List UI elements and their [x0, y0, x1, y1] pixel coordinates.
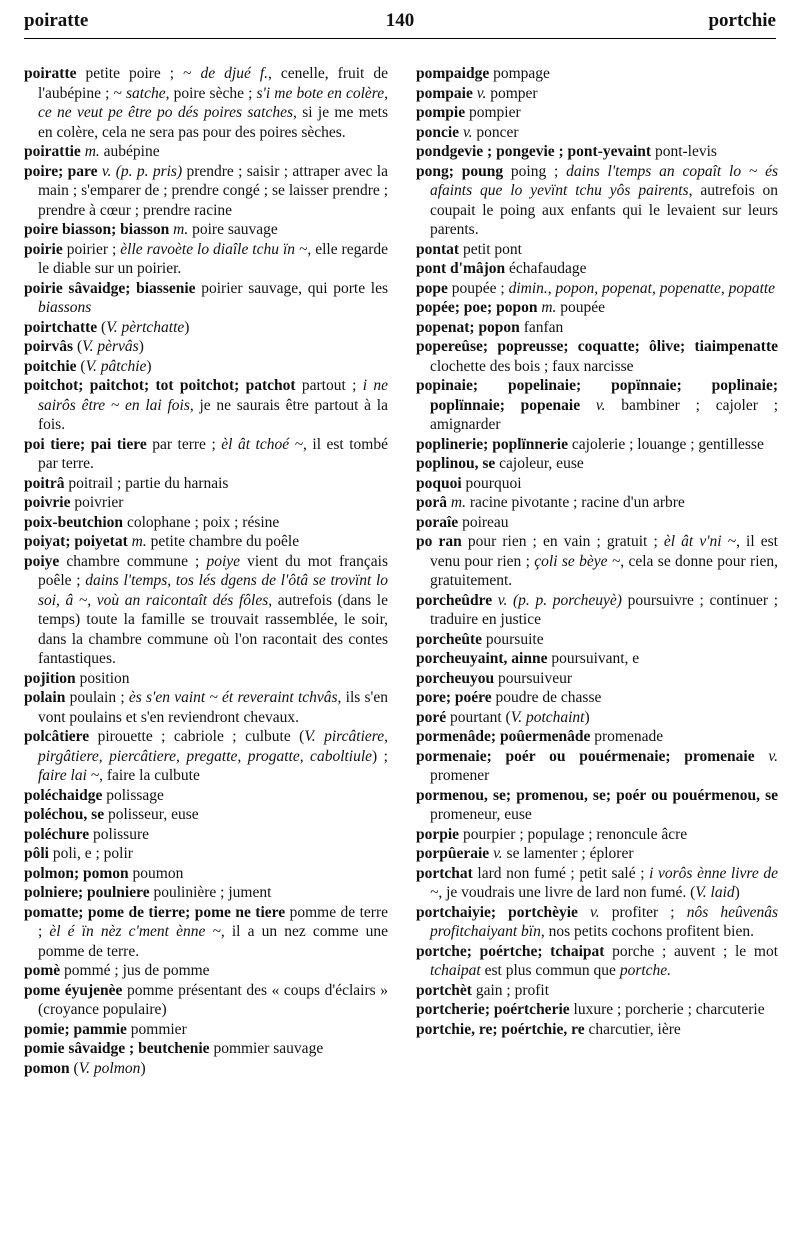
entry-definition: poursuivre ; continuer ; traduire en justice [429, 591, 779, 628]
dictionary-entry [416, 162, 778, 240]
dictionary-entry [416, 279, 778, 299]
entry-headword: pormenaie; poér ou pouérmenaie; promenaie [416, 747, 755, 765]
entry-example: m. [541, 299, 557, 316]
entry-example: V. potchaint [510, 708, 585, 726]
entry-definition: charcutier, ière [584, 1020, 681, 1038]
entry-headword: poplinou, se [416, 455, 496, 472]
dictionary-entry [24, 142, 388, 162]
entry-headword: pome éyujenèe [24, 981, 123, 999]
entry-headword: porcheuyou [416, 669, 495, 687]
entry-example: V. pèrvâs [82, 338, 139, 355]
entry-definition: promenade [590, 728, 664, 745]
entry-example: v. (p. p. porcheuyè) [497, 591, 622, 609]
dictionary-entry [24, 864, 388, 884]
dictionary-entry [24, 903, 388, 962]
entry-example: V. laid [695, 884, 735, 901]
entry-definition: fanfan [519, 318, 564, 336]
page-number: 140 [385, 10, 415, 31]
entry-headword: poire; pare [24, 162, 98, 180]
entry-headword: poirtchatte [24, 318, 98, 336]
entry-definition: pompage [489, 65, 550, 82]
entry-headword: polain [24, 689, 66, 706]
entry-definition: prendre ; saisir ; attraper avec la main ; s'emparer de ; prendre congé ; se laisser prendre ; prendre à cœur ; prendre racine [37, 162, 388, 219]
entry-headword: pont d'mâjon [416, 260, 506, 277]
dictionary-entry [416, 64, 778, 84]
entry-definition: petite chambre du poêle [146, 533, 300, 550]
entry-example: dimin., popon, popenat, popenatte, popatte [508, 279, 776, 297]
entry-definition: colophane ; poix ; résine [123, 513, 280, 531]
entry-definition: poing ; [503, 162, 567, 180]
entry-definition: ( [97, 318, 107, 336]
dictionary-entry [416, 1000, 778, 1020]
dictionary-entry [24, 376, 388, 435]
entry-example: satche [126, 84, 166, 102]
entry-headword: poquoi [416, 474, 462, 492]
entry-headword: poivrie [24, 494, 71, 511]
dictionary-entry [24, 279, 388, 318]
dictionary-entry [24, 220, 388, 240]
dictionary-entry [416, 747, 778, 786]
entry-definition: poursuite [482, 630, 544, 648]
entry-definition: gain ; profit [471, 981, 550, 999]
dictionary-entry [24, 981, 388, 1020]
entry-definition: partout ; [295, 377, 363, 394]
entry-headword: poléchaidge [24, 786, 103, 804]
dictionary-entry [24, 1039, 388, 1059]
dictionary-entry [416, 630, 778, 650]
entry-definition: ) [584, 708, 590, 726]
dictionary-entry [24, 240, 388, 279]
dictionary-entry [24, 727, 388, 786]
entry-definition: se lamenter ; éplorer [502, 845, 634, 862]
entry-definition: pourtant ( [446, 708, 511, 726]
dictionary-entry [24, 532, 388, 552]
entry-headword: pomatte; pome de tierre; pome ne tiere [24, 903, 286, 921]
entry-definition: pommier [126, 1020, 187, 1038]
entry-headword: popenat; popon [416, 318, 520, 336]
dictionary-entry [24, 337, 388, 357]
entry-headword: poiye [24, 552, 60, 570]
entry-definition: aubépine [99, 143, 160, 160]
entry-headword: polniere; poulniere [24, 884, 150, 901]
entry-definition: , cela se donne pour rien, gratuitement. [429, 552, 778, 589]
dictionary-entry [416, 259, 778, 279]
entry-definition: pomme de terre ; [37, 903, 388, 940]
entry-headword: porcheûdre [416, 591, 493, 609]
entry-definition: racine pivotante ; racine d'un arbre [465, 494, 685, 511]
entry-headword: portchaiyie; portchèyie [416, 903, 578, 921]
entry-headword: po ran [416, 533, 462, 550]
entry-example: èlle ravoète lo diaîle tchu ïn ~ [120, 240, 308, 258]
entry-definition: poulain ; [65, 689, 129, 706]
page-header [24, 8, 776, 39]
right-column [416, 64, 778, 1039]
entry-definition: poivrier [70, 494, 124, 511]
entry-definition: bambiner ; cajoler ; amignarder [429, 396, 779, 433]
entry-example: m. [131, 533, 147, 550]
entry-definition: , si je me mets en colère, cela ne sera pas pour des poires sèches. [37, 104, 388, 141]
entry-example: V. polmon [78, 1059, 141, 1077]
entry-headword: poi tiere; pai tiere [24, 435, 147, 453]
entry-headword: polcâtiere [24, 728, 90, 745]
entry-definition: promener [429, 767, 490, 784]
header-last-headword: portchie [708, 10, 776, 31]
entry-definition [578, 904, 590, 921]
entry-example: biassons [37, 299, 92, 316]
entry-headword: pomie; pammie [24, 1020, 127, 1038]
entry-definition: pour rien ; en vain ; gratuit ; [461, 533, 664, 550]
dictionary-entry [416, 103, 778, 123]
dictionary-entry [416, 688, 778, 708]
entry-definition: échafaudage [505, 260, 587, 277]
entry-definition: poursuiveur [494, 669, 573, 687]
dictionary-entry [416, 298, 778, 318]
dictionary-entry [24, 688, 388, 727]
entry-headword: pojition [24, 669, 76, 687]
entry-definition: , il a un nez comme une pomme de terre. [37, 923, 388, 960]
entry-headword: porpûeraie [416, 845, 490, 862]
entry-example: poiye [206, 552, 241, 570]
left-column [24, 64, 388, 1078]
entry-example: de djué f. [200, 65, 269, 82]
dictionary-entry [416, 142, 778, 162]
entry-headword: pompaie [416, 84, 473, 102]
entry-definition: pomper [486, 84, 538, 102]
entry-definition: ( [76, 357, 86, 375]
entry-headword: pong; poung [416, 162, 504, 180]
entry-definition: lard non fumé ; petit salé ; [472, 864, 650, 882]
entry-example: V. pèrtchatte [106, 318, 185, 336]
entry-headword: pomè [24, 962, 61, 979]
entry-definition: ( [69, 1059, 79, 1077]
entry-definition: profiter ; [599, 903, 687, 921]
dictionary-entry [416, 240, 778, 260]
entry-example: v. [493, 845, 503, 862]
dictionary-entry [416, 454, 778, 474]
dictionary-entry [416, 474, 778, 494]
entry-headword: polmon; pomon [24, 864, 129, 882]
entry-definition: poudre de chasse [491, 689, 602, 706]
entry-example: m. [84, 143, 100, 160]
entry-headword: pôli [24, 845, 49, 862]
dictionary-entry [416, 903, 778, 942]
entry-headword: poirvâs [24, 338, 74, 355]
dictionary-entry [24, 669, 388, 689]
entry-headword: poncie [416, 123, 460, 141]
dictionary-entry [416, 337, 778, 376]
dictionary-entry [416, 493, 778, 513]
entry-headword: portchie, re; poértchie, re [416, 1020, 585, 1038]
dictionary-entry [416, 708, 778, 728]
dictionary-entry [416, 532, 778, 591]
entry-definition: ) [184, 318, 190, 336]
entry-definition: poumon [128, 864, 184, 882]
entry-definition: , il est tombé par terre. [37, 435, 388, 472]
entry-example: m. [173, 221, 189, 238]
entry-definition: , faire la culbute [99, 767, 200, 784]
dictionary-entry [416, 825, 778, 845]
dictionary-entry [416, 786, 778, 825]
entry-definition [755, 748, 769, 765]
dictionary-entry [416, 1020, 778, 1040]
entry-example: v. (p. p. pris) [101, 162, 183, 180]
entry-example: portche. [619, 962, 672, 979]
entry-headword: porâ [416, 494, 447, 511]
dictionary-entry [24, 513, 388, 533]
entry-example: v. [476, 84, 487, 102]
dictionary-entry [24, 357, 388, 377]
dictionary-entry [416, 669, 778, 689]
entry-example: V. pâtchie [85, 357, 147, 375]
dictionary-entry [24, 318, 388, 338]
entry-headword: porcheuyaint, ainne [416, 650, 548, 667]
entry-headword: poitrâ [24, 474, 65, 492]
entry-headword: portchèt [416, 981, 472, 999]
entry-definition: pommier sauvage [209, 1040, 324, 1057]
dictionary-entry [416, 84, 778, 104]
entry-definition: ) ; [372, 747, 388, 765]
entry-definition: chambre commune ; [59, 552, 207, 570]
entry-example: tchaipat [429, 962, 481, 979]
entry-example: èl é ïn nèz c'ment ènne ~ [49, 923, 221, 940]
entry-headword: pomie sâvaidge ; beutchenie [24, 1040, 210, 1057]
entry-example: v. [768, 747, 778, 765]
dictionary-entry [416, 123, 778, 143]
dictionary-entry [416, 435, 778, 455]
entry-headword: porpie [416, 825, 460, 843]
entry-definition: petite poire ; ~ [76, 65, 201, 82]
dictionary-entry [24, 474, 388, 494]
entry-definition: luxure ; porcherie ; charcuterie [569, 1001, 765, 1018]
entry-definition: poitrail ; partie du harnais [64, 474, 229, 492]
entry-example: v. [462, 123, 473, 141]
entry-headword: poléchou, se [24, 806, 105, 823]
entry-definition: pommé ; jus de pomme [60, 962, 210, 979]
entry-headword: pompaidge [416, 65, 490, 82]
dictionary-entry [24, 493, 388, 513]
dictionary-entry [24, 786, 388, 806]
dictionary-entry [416, 942, 778, 981]
entry-headword: pore; poére [416, 689, 492, 706]
entry-headword: poirie sâvaidge; biassenie [24, 279, 196, 297]
entry-definition: poursuivant, e [547, 650, 640, 667]
entry-headword: pomon [24, 1059, 70, 1077]
entry-headword: poiratte [24, 65, 77, 82]
dictionary-entry [416, 376, 778, 435]
entry-headword: pompie [416, 104, 466, 121]
entry-definition: ( [73, 338, 83, 355]
entry-definition: , cenelle, fruit de l'aubépine ; ~ [37, 65, 388, 102]
entry-definition: cajolerie ; louange ; gentillesse [568, 435, 764, 453]
entry-definition: , nos petits cochons profitent bien. [540, 923, 754, 940]
entry-definition: pompier [465, 104, 521, 121]
entry-headword: poirie [24, 240, 63, 258]
entry-headword: poirattie [24, 143, 81, 160]
entry-example: V. pircâtiere, pirgâtiere, piercâtiere, pregatte, progatte, caboltiule [37, 728, 388, 765]
entry-definition: poncer [472, 123, 519, 141]
entry-definition: poupée [556, 299, 606, 316]
dictionary-entry [24, 552, 388, 669]
entry-definition: vient du mot français poêle ; [37, 552, 388, 589]
entry-headword: porcheûte [416, 630, 483, 648]
entry-definition: poulinière ; jument [149, 884, 272, 901]
entry-headword: poplinerie; poplïnnerie [416, 435, 568, 453]
entry-example: s'i me bote en colère, ce ne veut pe être po dés poires satches [37, 84, 388, 121]
dictionary-entry [24, 1020, 388, 1040]
entry-definition: ) [138, 338, 144, 355]
dictionary-entry [416, 844, 778, 864]
dictionary-entry [416, 318, 778, 338]
entry-definition: pourpier ; populage ; renoncule âcre [459, 825, 688, 843]
entry-definition: porche ; auvent ; le mot [604, 942, 778, 960]
dictionary-entry [24, 64, 388, 142]
entry-headword: poiyat; poiyetat [24, 533, 128, 550]
entry-example: èl ât v'ni ~ [663, 533, 737, 550]
entry-headword: poitchie [24, 357, 77, 375]
entry-example: çoli se bèye ~ [534, 552, 621, 570]
entry-headword: pondgevie ; pongevie ; pont-yevaint [416, 143, 652, 160]
entry-definition: pourquoi [461, 474, 522, 492]
entry-headword: pormenâde; poûermenâde [416, 728, 591, 745]
entry-headword: portche; poértche; tchaipat [416, 942, 605, 960]
dictionary-entry [416, 591, 778, 630]
entry-headword: pormenou, se; promenou, se; poér ou pouérmenou, se [416, 786, 778, 804]
dictionary-entry [24, 844, 388, 864]
entry-example: i vorôs ènne livre de ~ [429, 864, 778, 901]
entry-definition: est plus commun que [480, 962, 620, 979]
entry-definition: par terre ; [146, 435, 222, 453]
entry-definition [580, 397, 596, 414]
dictionary-entry [416, 864, 778, 903]
entry-definition: ) [140, 1059, 146, 1077]
entry-example: faire lai ~ [37, 767, 100, 784]
entry-headword: pontat [416, 240, 460, 258]
entry-definition: , je voudrais une livre de lard non fumé. ( [438, 884, 696, 901]
entry-definition: clochette des bois ; faux narcisse [429, 357, 634, 375]
entry-headword: portcherie; poértcherie [416, 1001, 570, 1018]
entry-example: ès s'en vaint ~ ét reveraint tchvâs [128, 689, 338, 706]
entry-example: dains l'temps an copaît lo ~ és afaints que lo yevïnt tchu yôs pairents [429, 162, 778, 199]
entry-example: v. [590, 903, 600, 921]
entry-example: èl ât tchoé ~ [221, 435, 303, 453]
dictionary-entry [416, 727, 778, 747]
dictionary-entry [416, 649, 778, 669]
entry-definition: poli, e ; polir [48, 845, 133, 862]
entry-headword: poléchure [24, 825, 90, 843]
entry-definition: promeneur, euse [429, 806, 532, 823]
entry-definition: pomme présentant des « coups d'éclairs » (croyance populaire) [37, 981, 388, 1018]
entry-definition: pirouette ; cabriole ; culbute ( [89, 728, 305, 745]
dictionary-entry [24, 1059, 388, 1079]
entry-definition: , il est venu pour rien ; [429, 533, 778, 570]
dictionary-entry [24, 883, 388, 903]
entry-headword: poré [416, 708, 447, 726]
entry-headword: poix-beutchion [24, 513, 124, 531]
dictionary-entry [416, 513, 778, 533]
entry-definition: poirier ; [62, 240, 121, 258]
entry-definition: polisseur, euse [104, 806, 199, 823]
dictionary-entry [24, 435, 388, 474]
entry-definition: poire sauvage [188, 221, 278, 238]
header-first-headword: poiratte [24, 10, 89, 31]
entry-definition: , je ne saurais être partout à la fois. [37, 396, 388, 433]
entry-headword: popée; poe; popon [416, 299, 538, 316]
entry-example: nôs heûvenâs profitchaiyant bïn [429, 903, 779, 940]
entry-definition: polissure [89, 825, 149, 843]
entry-example: i ne sairôs être ~ en lai fois [37, 377, 388, 414]
entry-headword: popinaie; popelinaie; popïnnaie; poplinaie; poplïnnaie; popenaie [416, 377, 778, 414]
entry-definition: , ils s'en vont poulains et s'en reviendront chevaux. [37, 689, 388, 726]
entry-definition: ) [146, 357, 152, 375]
entry-headword: pope [416, 279, 448, 297]
entry-example: v. [595, 396, 606, 414]
dictionary-entry [416, 981, 778, 1001]
dictionary-entry [24, 961, 388, 981]
dictionary-entry [24, 162, 388, 221]
entry-headword: poraîe [416, 513, 459, 531]
entry-definition: , elle regarde le diable sur un poirier. [37, 240, 389, 277]
dictionary-entry [24, 825, 388, 845]
entry-example: m. [450, 494, 466, 511]
entry-definition: cajoleur, euse [495, 455, 584, 472]
entry-definition: , autrefois on coupait le poing aux enfants qui le levaient sur leurs parents. [429, 182, 779, 238]
entry-headword: popereûse; popreusse; coquatte; ôlive; tiaimpenatte [416, 338, 778, 355]
dictionary-entry [24, 805, 388, 825]
entry-definition: polissage [102, 786, 164, 804]
entry-definition: poupée ; [447, 279, 509, 297]
entry-definition: poireau [458, 513, 509, 531]
entry-headword: portchat [416, 864, 473, 882]
entry-definition: , autrefois (dans le temps) toute la famille se trouvait rassemblée, le soir, dans la chambre commune où l'on racontait des contes fantastiques. [37, 591, 388, 667]
entry-example: dains l'temps, tos lés dgens de l'ôtâ se trovïnt lo soi, â ~, voù an raicontaît dés fôles [37, 572, 389, 609]
entry-definition: position [75, 669, 130, 687]
entry-definition: ) [734, 884, 740, 901]
entry-definition: pont-levis [651, 143, 717, 160]
entry-headword: poire biasson; biasson [24, 221, 170, 238]
entry-definition: petit pont [459, 240, 522, 258]
entry-headword: poitchot; paitchot; tot poitchot; patchot [24, 377, 296, 394]
entry-definition: , poire sèche ; [165, 84, 257, 102]
entry-definition: poirier sauvage, qui porte les [195, 279, 389, 297]
